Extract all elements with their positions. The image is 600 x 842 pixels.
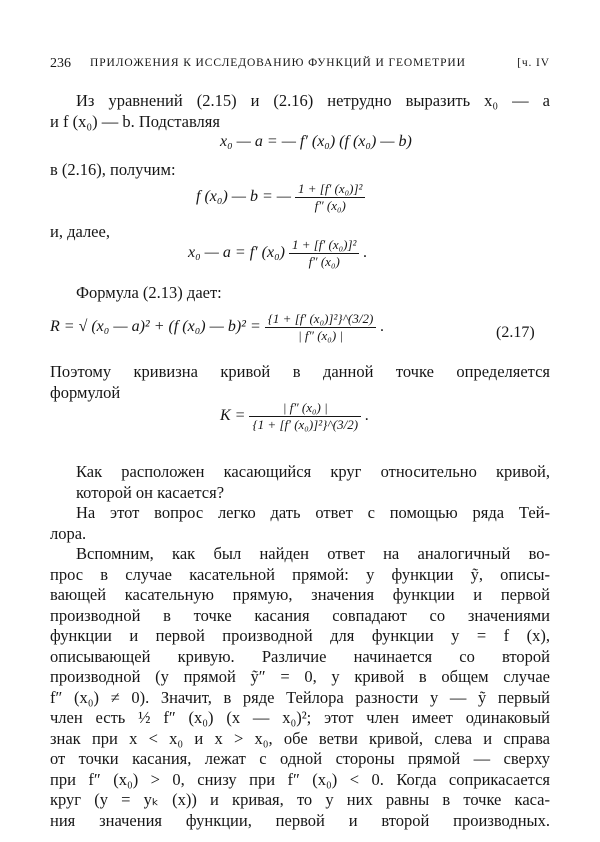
- text-line: Как расположен касающийся круг относительно кривой,: [76, 462, 550, 481]
- fraction: [295, 181, 365, 214]
- text-line: при f″ (x₀) > 0, снизу при f″ (x₀) < 0. Когда соприкасается: [50, 769, 550, 789]
- text-line: производной в точке касания совпадают со значениями: [50, 605, 550, 625]
- fraction-numerator: 1 + [f′ (x₀)]²: [295, 181, 365, 198]
- equation-lhs: f (x₀) — b = —: [196, 188, 292, 206]
- equation-period: .: [365, 407, 370, 425]
- text-line: производной (у прямой ỹ″ = 0, у кривой в общем случае: [50, 667, 550, 686]
- text-line: вающей касательную прямую, значения функции и первой: [50, 585, 550, 604]
- equation-period: .: [363, 244, 368, 262]
- paragraph-question: [50, 462, 550, 503]
- fraction: [289, 237, 359, 270]
- equation-curvature: [220, 400, 369, 433]
- equation-lhs: K =: [220, 407, 246, 425]
- page-number: 236: [50, 56, 71, 71]
- running-header: [50, 56, 550, 76]
- text-line: и f (x₀) — b. Подставляя: [50, 111, 220, 131]
- paragraph-substituting: [50, 160, 550, 181]
- fraction-denominator: f″ (x₀): [308, 254, 340, 269]
- fraction-numerator: | f″ (x₀) |: [249, 400, 361, 417]
- paragraph-curvature-defined: [50, 362, 550, 403]
- text-line: член есть ½ f″ (x₀) (x — x₀)²; этот член имеет одинаковый: [50, 708, 550, 727]
- text-line: прос в случае касательной прямой: у функции ỹ, описы-: [50, 564, 550, 584]
- text-line: от точки касания, лежат с одной стороны прямой — сверху: [50, 749, 550, 768]
- fraction-denominator: {1 + [f′ (x₀)]²}^(3/2): [252, 417, 359, 432]
- equation-f-x0-minus-b: [196, 181, 365, 214]
- paragraph-recall: [50, 544, 550, 831]
- text-line: знак при x < x₀ и x > x₀, обе ветви кривой, слева и справа: [50, 728, 550, 748]
- text-line: f″ (x₀) ≠ 0). Значит, в ряде Тейлора разности y — ỹ первый: [50, 687, 550, 707]
- equation-x0-minus-a-fraction: [188, 237, 367, 270]
- fraction-numerator: 1 + [f′ (x₀)]²: [289, 237, 359, 254]
- text-line: лора.: [50, 523, 87, 543]
- text-line: Из уравнений (2.15) и (2.16) нетрудно выразить x₀ — a: [76, 91, 550, 110]
- equation-lhs: R = √ (x₀ — a)² + (f (x₀) — b)² =: [50, 318, 261, 336]
- text-line: описывающей кривую. Различие начинается со второй: [50, 646, 550, 666]
- equation-number: (2.17): [496, 324, 535, 341]
- paragraph-formula-gives: [50, 283, 550, 304]
- paragraph-taylor: [50, 503, 550, 544]
- text-line: формулой: [50, 382, 121, 402]
- text-line: в (2.16), получим:: [50, 160, 176, 179]
- running-title: ПРИЛОЖЕНИЯ К ИССЛЕДОВАНИЮ ФУНКЦИЙ И ГЕОМЕТРИИ: [90, 57, 466, 69]
- fraction-numerator: {1 + [f′ (x₀)]²}^(3/2): [265, 311, 377, 328]
- text-line: Вспомним, как был найден ответ на аналогичный во-: [76, 544, 550, 563]
- text-line: и, далее,: [50, 222, 110, 241]
- equation-period: .: [380, 318, 385, 336]
- text-line: ния значения функции, первой и второй производных.: [50, 810, 550, 830]
- fraction: [265, 311, 377, 344]
- fraction: [249, 400, 361, 433]
- equation-x0-minus-a: x₀ — a = — f′ (x₀) (f (x₀) — b): [220, 133, 412, 150]
- equation-curvature-radius: [50, 311, 384, 344]
- text-line: функции и первой производной для функции y = f (x),: [50, 626, 550, 645]
- text-line: На этот вопрос легко дать ответ с помощью ряда Тей-: [76, 503, 550, 522]
- equation-lhs: x₀ — a = f′ (x₀): [188, 244, 285, 262]
- text-line: круг (y = yₖ (x)) и кривая, то у них равны в точке каса-: [50, 790, 550, 809]
- paragraph-express-x0: [50, 91, 550, 132]
- text-line: Поэтому кривизна кривой в данной точке определяется: [50, 362, 550, 381]
- fraction-denominator: | f″ (x₀) |: [298, 328, 343, 343]
- text-line: Формула (2.13) дает:: [76, 283, 222, 302]
- chapter-label: [ч. IV: [517, 57, 550, 69]
- fraction-denominator: f″ (x₀): [314, 198, 346, 213]
- text-line: которой он касается?: [76, 482, 225, 502]
